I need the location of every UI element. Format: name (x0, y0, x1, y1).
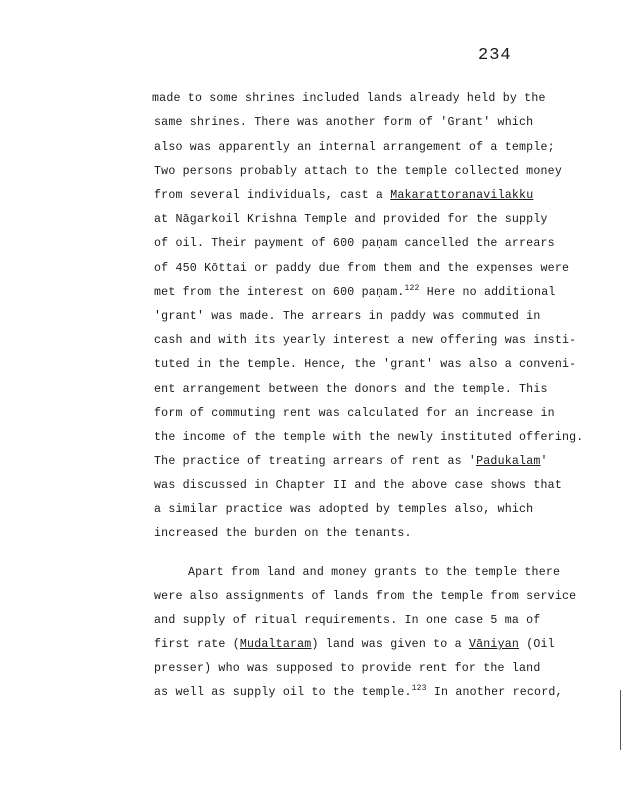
margin-mark (620, 690, 621, 750)
text-line (154, 286, 556, 299)
text-line: increased the burden on the tenants. (154, 527, 412, 540)
text-line: made to some shrines included lands already held by the (152, 92, 546, 105)
text-segment: (Oil (519, 638, 555, 651)
underlined-term: Vāniyan (468, 638, 520, 651)
text-segment: from several individuals, cast a (154, 189, 391, 202)
text-segment: Here no additional (419, 286, 556, 299)
text-line: presser) who was supposed to provide rent for the land (154, 662, 541, 675)
text-line: was discussed in Chapter II and the above case shows that (154, 479, 562, 492)
text-line: tuted in the temple. Hence, the 'grant' was also a conveni- (154, 358, 577, 371)
footnote-ref: 123 (411, 684, 427, 693)
text-line (154, 455, 548, 468)
text-line: and supply of ritual requirements. In one case 5 ma of (154, 614, 541, 627)
text-line: cash and with its yearly interest a new offering was insti- (154, 334, 577, 347)
underlined-term: Padukalam (476, 455, 541, 468)
text-segment: as well as supply oil to the temple. (154, 686, 412, 699)
text-line: at Nāgarkoil Krishna Temple and provided for the supply (154, 213, 548, 226)
text-line: were also assignments of lands from the temple from service (154, 590, 577, 603)
text-line: of oil. Their payment of 600 paṇam cancelled the arrears (154, 237, 555, 250)
text-line (154, 189, 533, 202)
text-line (154, 686, 563, 699)
text-segment: met from the interest on 600 paṇam. (154, 286, 405, 299)
text-line: ent arrangement between the donors and the temple. This (154, 383, 548, 396)
text-line: same shrines. There was another form of 'Grant' which (154, 116, 534, 129)
underlined-term: Mudaltaram (239, 638, 312, 651)
text-line: a similar practice was adopted by temples also, which (154, 503, 534, 516)
text-line: 'grant' was made. The arrears in paddy was commuted in (154, 310, 541, 323)
text-segment: In another record, (426, 686, 563, 699)
text-line: also was apparently an internal arrangement of a temple; (154, 141, 555, 154)
text-line: Apart from land and money grants to the temple there (188, 566, 561, 579)
text-line: the income of the temple with the newly instituted offering. (154, 431, 584, 444)
text-line: form of commuting rent was calculated for an increase in (154, 407, 555, 420)
page-number: 234 (478, 46, 512, 65)
text-segment: ) land was given to a (311, 638, 469, 651)
text-segment: The practice of treating arrears of rent as ' (154, 455, 477, 468)
text-line: Two persons probably attach to the temple collected money (154, 165, 562, 178)
text-line: of 450 Kōttai or paddy due from them and the expenses were (154, 262, 570, 275)
text-line (154, 638, 555, 651)
underlined-term: Makarattoranavilakku (390, 189, 534, 202)
footnote-ref: 122 (404, 284, 420, 293)
text-segment: first rate ( (154, 638, 240, 651)
text-segment: ' (540, 455, 548, 468)
